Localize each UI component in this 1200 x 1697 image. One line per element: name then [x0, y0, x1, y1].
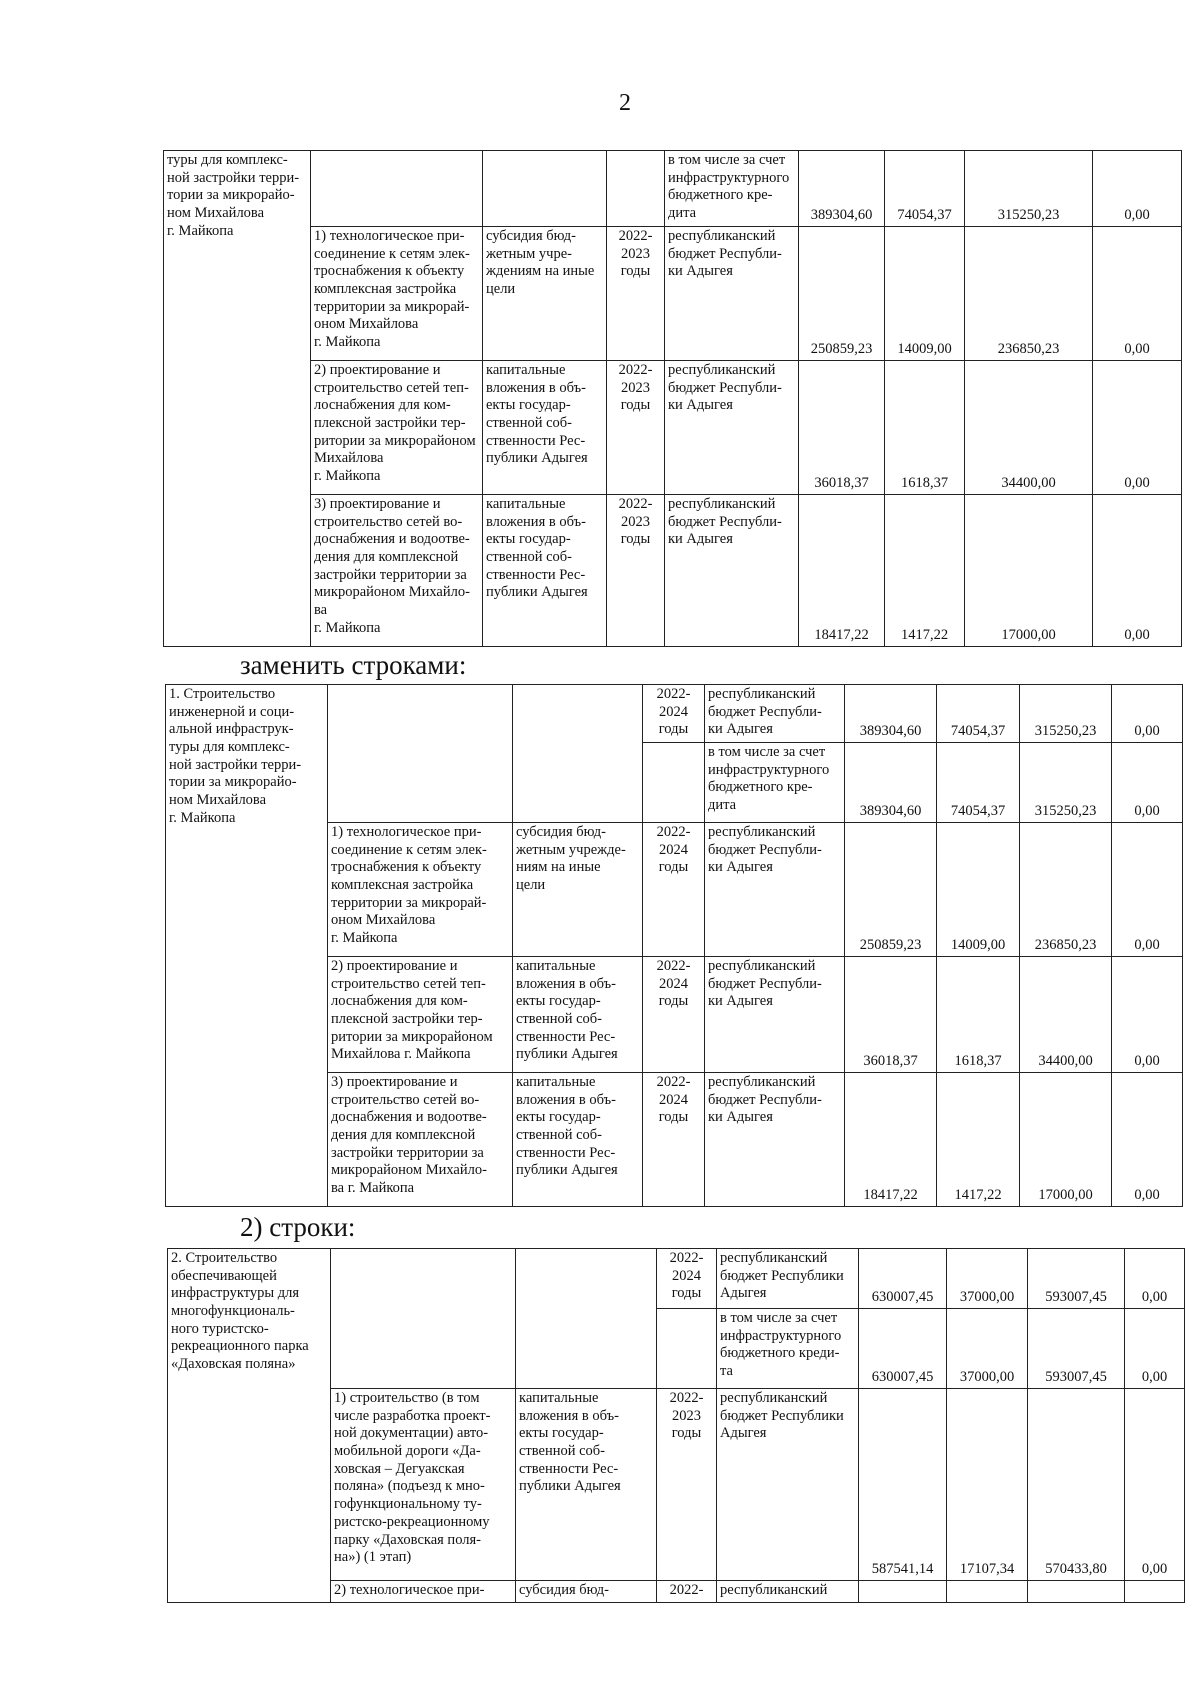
- replace-heading: заменить строками:: [240, 650, 467, 680]
- amount-year-1: 37000,00: [947, 1249, 1028, 1309]
- funding-source: республиканский бюджет Республики Адыгея: [717, 1389, 859, 1581]
- amount-year-2: 34400,00: [1020, 957, 1112, 1073]
- funding-source: республиканский бюджет Республи- ки Адыгея: [705, 957, 845, 1073]
- period: 2022- 2023 годы: [657, 1389, 717, 1581]
- submeasure-name: 2) технологическое при-: [331, 1581, 516, 1603]
- period: 2022- 2024 годы: [643, 957, 705, 1073]
- funding-source: республиканский бюджет Республи- ки Адыгея: [705, 823, 845, 957]
- amount-total: 18417,22: [845, 1073, 937, 1207]
- period: 2022-: [657, 1581, 717, 1603]
- amount-year-2: 593007,45: [1028, 1309, 1125, 1389]
- expense-type: капитальные вложения в объ- екты государ- ственной соб- ственности Рес- публики Адыгея: [483, 495, 607, 647]
- amount-year-3: 0,00: [1125, 1249, 1185, 1309]
- amount-year-1: 1618,37: [937, 957, 1020, 1073]
- amount-year-2: 593007,45: [1028, 1249, 1125, 1309]
- period: 2022- 2024 годы: [657, 1249, 717, 1309]
- amount-year-2: 315250,23: [965, 151, 1093, 227]
- amount-total: 36018,37: [799, 361, 885, 495]
- amount-year-2: [1028, 1581, 1125, 1603]
- amount-year-3: 0,00: [1093, 151, 1182, 227]
- period: 2022- 2024 годы: [643, 685, 705, 743]
- amount-total: 587541,14: [859, 1389, 947, 1581]
- measure-name: 2. Строительство обеспечивающей инфраструктуры для многофункциональ- ного туристско- рекреационного парка «Даховская поляна»: [168, 1249, 331, 1603]
- amount-year-1: 1417,22: [937, 1073, 1020, 1207]
- table-row: [166, 685, 1183, 743]
- funding-source: республиканский бюджет Республи- ки Адыгея: [665, 361, 799, 495]
- table-row: [168, 1249, 1185, 1309]
- amount-year-1: 74054,37: [937, 685, 1020, 743]
- table-row: [164, 495, 1182, 647]
- rows-2-heading: 2) строки:: [240, 1212, 356, 1242]
- table-fragment-original: [163, 150, 1182, 647]
- measure-name: 1. Строительство инженерной и соци- альной инфраструк- туры для комплекс- ной застройки терри- тории за микрорайо- ном Михайлова г. Майкопа: [166, 685, 328, 1207]
- amount-year-2: 236850,23: [1020, 823, 1112, 957]
- amount-year-3: 0,00: [1112, 1073, 1183, 1207]
- empty-cell: [607, 151, 665, 227]
- funding-source: республиканский бюджет Республи- ки Адыгея: [665, 227, 799, 361]
- amount-year-1: 1417,22: [885, 495, 965, 647]
- period: 2022- 2023 годы: [607, 361, 665, 495]
- amount-total: 389304,60: [845, 685, 937, 743]
- amount-year-3: 0,00: [1093, 361, 1182, 495]
- page-number: 2: [619, 90, 631, 116]
- expense-type: капитальные вложения в объ- екты государ- ственной соб- ственности Рес- публики Адыгея: [483, 361, 607, 495]
- amount-year-1: 1618,37: [885, 361, 965, 495]
- submeasure-name: 1) технологическое при- соединение к сетям элек- троснабжения к объекту комплексная застройка территории за микрорай- оном Михайлова г. Майкопа: [311, 227, 483, 361]
- table-row: [164, 361, 1182, 495]
- amount-year-1: 17107,34: [947, 1389, 1028, 1581]
- period: 2022- 2023 годы: [607, 495, 665, 647]
- amount-year-2: 315250,23: [1020, 685, 1112, 743]
- amount-year-1: 74054,37: [937, 743, 1020, 823]
- amount-year-2: 236850,23: [965, 227, 1093, 361]
- empty-cell: [331, 1249, 516, 1389]
- amount-year-1: [947, 1581, 1028, 1603]
- submeasure-name: 3) проектирование и строительство сетей во- доснабжения и водоотве- дения для комплексной застройки территории за микрорайоном Михайло- ва г. Майкопа: [311, 495, 483, 647]
- funding-source: в том числе за счет инфраструктурного бюджетного кре- дита: [665, 151, 799, 227]
- amount-total: 18417,22: [799, 495, 885, 647]
- amount-year-1: 37000,00: [947, 1309, 1028, 1389]
- amount-total: 630007,45: [859, 1309, 947, 1389]
- expense-type: субсидия бюд- жетным учре- ждениям на иные цели: [483, 227, 607, 361]
- amount-year-3: 0,00: [1125, 1389, 1185, 1581]
- empty-cell: [483, 151, 607, 227]
- submeasure-name: 3) проектирование и строительство сетей во- доснабжения и водоотве- дения для комплексной застройки территории за микрорайоном Михайло- ва г. Майкопа: [328, 1073, 513, 1207]
- funding-source: в том числе за счет инфраструктурного бюджетного кре- дита: [705, 743, 845, 823]
- amount-year-2: 17000,00: [965, 495, 1093, 647]
- period: 2022- 2024 годы: [643, 1073, 705, 1207]
- amount-year-1: 14009,00: [885, 227, 965, 361]
- period: 2022- 2024 годы: [643, 823, 705, 957]
- submeasure-name: 2) проектирование и строительство сетей теп- лоснабжения для ком- плексной застройки тер- ритории за микрорайоном Михайлова г. Майкопа: [328, 957, 513, 1073]
- funding-source: республиканский бюджет Республи- ки Адыгея: [705, 685, 845, 743]
- empty-cell: [516, 1249, 657, 1389]
- amount-total: 630007,45: [859, 1249, 947, 1309]
- funding-source: в том числе за счет инфраструктурного бюджетного креди- та: [717, 1309, 859, 1389]
- amount-year-3: 0,00: [1112, 743, 1183, 823]
- submeasure-name: 2) проектирование и строительство сетей теп- лоснабжения для ком- плексной застройки тер- ритории за микрорайоном Михайлова г. Майкопа: [311, 361, 483, 495]
- amount-year-3: 0,00: [1112, 957, 1183, 1073]
- table-fragment-replacement: [165, 684, 1183, 1207]
- empty-cell: [643, 743, 705, 823]
- submeasure-name: 1) технологическое при- соединение к сетям элек- троснабжения к объекту комплексная застройка территории за микрорай- оном Михайлова г. Майкопа: [328, 823, 513, 957]
- empty-cell: [513, 685, 643, 823]
- funding-source: республиканский: [717, 1581, 859, 1603]
- amount-year-3: 0,00: [1093, 227, 1182, 361]
- expense-type: субсидия бюд-: [516, 1581, 657, 1603]
- period: 2022- 2023 годы: [607, 227, 665, 361]
- expense-type: субсидия бюд- жетным учрежде- ниям на иные цели: [513, 823, 643, 957]
- amount-total: 389304,60: [845, 743, 937, 823]
- funding-source: республиканский бюджет Республи- ки Адыгея: [665, 495, 799, 647]
- funding-source: республиканский бюджет Республи- ки Адыгея: [705, 1073, 845, 1207]
- table-row: [164, 151, 1182, 227]
- amount-year-3: [1125, 1581, 1185, 1603]
- submeasure-name: 1) строительство (в том числе разработка проект- ной документации) авто- мобильной дороги «Да- ховская – Дегуакская поляна» (подъезд к мно- гофункциональному ту- ристско-рекреационному парку «Даховская поля- на») (1 этап): [331, 1389, 516, 1581]
- amount-year-2: 34400,00: [965, 361, 1093, 495]
- empty-cell: [328, 685, 513, 823]
- amount-total: [859, 1581, 947, 1603]
- amount-year-2: 315250,23: [1020, 743, 1112, 823]
- amount-total: 389304,60: [799, 151, 885, 227]
- expense-type: капитальные вложения в объ- екты государ- ственной соб- ственности Рес- публики Адыгея: [513, 1073, 643, 1207]
- amount-year-3: 0,00: [1112, 685, 1183, 743]
- funding-source: республиканский бюджет Республики Адыгея: [717, 1249, 859, 1309]
- amount-year-1: 14009,00: [937, 823, 1020, 957]
- amount-year-3: 0,00: [1112, 823, 1183, 957]
- expense-type: капитальные вложения в объ- екты государ- ственной соб- ственности Рес- публики Адыгея: [516, 1389, 657, 1581]
- amount-total: 250859,23: [845, 823, 937, 957]
- empty-cell: [311, 151, 483, 227]
- table-fragment-rows-2: [167, 1248, 1185, 1603]
- amount-total: 250859,23: [799, 227, 885, 361]
- measure-name: туры для комплекс- ной застройки терри- тории за микрорайо- ном Михайлова г. Майкопа: [164, 151, 311, 647]
- amount-total: 36018,37: [845, 957, 937, 1073]
- table-row: [164, 227, 1182, 361]
- expense-type: капитальные вложения в объ- екты государ- ственной соб- ственности Рес- публики Адыгея: [513, 957, 643, 1073]
- amount-year-2: 17000,00: [1020, 1073, 1112, 1207]
- amount-year-3: 0,00: [1093, 495, 1182, 647]
- amount-year-2: 570433,80: [1028, 1389, 1125, 1581]
- empty-cell: [657, 1309, 717, 1389]
- amount-year-3: 0,00: [1125, 1309, 1185, 1389]
- amount-year-1: 74054,37: [885, 151, 965, 227]
